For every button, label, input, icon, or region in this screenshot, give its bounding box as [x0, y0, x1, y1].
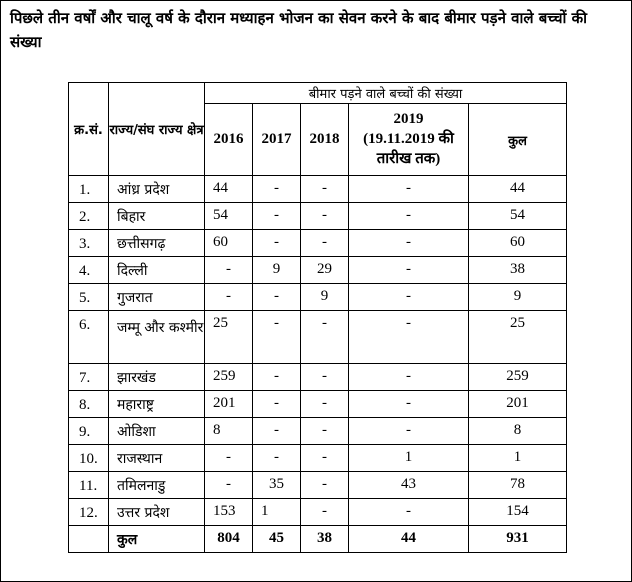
- cell-2017: -: [253, 445, 301, 472]
- cell-total: 154: [469, 499, 567, 526]
- cell-state: महाराष्ट्र: [109, 391, 205, 418]
- cell-2016: -: [205, 284, 253, 311]
- cell-sn: 5.: [69, 284, 109, 311]
- table-row: [69, 203, 567, 230]
- header-group: बीमार पड़ने वाले बच्चों की संख्या: [205, 83, 567, 104]
- cell-total: 44: [469, 176, 567, 203]
- cell-state: झारखंड: [109, 364, 205, 391]
- cell-2018: -: [301, 176, 349, 203]
- cell-total: 259: [469, 364, 567, 391]
- table-row: [69, 311, 567, 364]
- cell-2016: -: [205, 257, 253, 284]
- cell-total: 1: [469, 445, 567, 472]
- cell-sn: 2.: [69, 203, 109, 230]
- cell-sn: 10.: [69, 445, 109, 472]
- cell-state: गुजरात: [109, 284, 205, 311]
- cell-2017: -: [253, 230, 301, 257]
- cell-total: 8: [469, 418, 567, 445]
- cell-sn: 12.: [69, 499, 109, 526]
- cell-2018: -: [301, 311, 349, 364]
- cell-total: 54: [469, 203, 567, 230]
- header-2019-year: 2019: [393, 111, 424, 127]
- cell-2018: 9: [301, 284, 349, 311]
- cell-total: 25: [469, 311, 567, 364]
- cell-sn: 11.: [69, 472, 109, 499]
- cell-2019: -: [349, 391, 469, 418]
- page-title: पिछले तीन वर्षों और चालू वर्ष के दौरान मध्याहन भोजन का सेवन करने के बाद बीमार पड़ने वाले बच्चों की संख्या: [10, 9, 587, 51]
- cell-2018: -: [301, 445, 349, 472]
- cell-2017: -: [253, 391, 301, 418]
- cell-sn: 8.: [69, 391, 109, 418]
- table-row: [69, 364, 567, 391]
- cell-sn: 1.: [69, 176, 109, 203]
- cell-2018: 29: [301, 257, 349, 284]
- header-2016: 2016: [205, 104, 253, 176]
- cell-state: जम्मू और कश्मीर: [109, 311, 205, 364]
- cell-total: 60: [469, 230, 567, 257]
- cell-state: तमिलनाडु: [109, 472, 205, 499]
- cell-2018: -: [301, 230, 349, 257]
- cell-2016: 153: [205, 499, 253, 526]
- cell-2016: 54: [205, 203, 253, 230]
- total-2016: 804: [205, 526, 253, 553]
- cell-2017: 35: [253, 472, 301, 499]
- cell-sn: 9.: [69, 418, 109, 445]
- cell-state: छत्तीसगढ़: [109, 230, 205, 257]
- cell-2019: -: [349, 176, 469, 203]
- cell-state: दिल्ली: [109, 257, 205, 284]
- cell-2016: 8: [205, 418, 253, 445]
- header-sn: क्र.सं.: [69, 83, 109, 176]
- cell-sn: 4.: [69, 257, 109, 284]
- table-row: [69, 284, 567, 311]
- total-label: कुल: [109, 526, 205, 553]
- table-row: [69, 391, 567, 418]
- cell-2018: -: [301, 472, 349, 499]
- cell-2016: -: [205, 445, 253, 472]
- cell-state: उत्तर प्रदेश: [109, 499, 205, 526]
- cell-2017: -: [253, 176, 301, 203]
- header-2019-note: (19.11.2019 की तारीख तक): [363, 131, 454, 167]
- cell-2019: -: [349, 284, 469, 311]
- cell-state: राजस्थान: [109, 445, 205, 472]
- cell-2017: -: [253, 418, 301, 445]
- cell-state: आंध्र प्रदेश: [109, 176, 205, 203]
- cell-2016: 44: [205, 176, 253, 203]
- cell-2019: 1: [349, 445, 469, 472]
- table-row: [69, 445, 567, 472]
- cell-2016: 201: [205, 391, 253, 418]
- cell-2019: -: [349, 203, 469, 230]
- cell-2017: -: [253, 364, 301, 391]
- cell-2018: -: [301, 499, 349, 526]
- cell-2019: -: [349, 230, 469, 257]
- cell-sn: [69, 526, 109, 553]
- total-row: [69, 526, 567, 553]
- cell-state: ओडिशा: [109, 418, 205, 445]
- cell-sn: 3.: [69, 230, 109, 257]
- cell-2018: -: [301, 391, 349, 418]
- table-row: [69, 418, 567, 445]
- cell-2019: -: [349, 364, 469, 391]
- cell-2018: -: [301, 203, 349, 230]
- cell-2019: -: [349, 311, 469, 364]
- total-2019: 44: [349, 526, 469, 553]
- cell-2018: -: [301, 364, 349, 391]
- cell-total: 38: [469, 257, 567, 284]
- cell-2017: 1: [253, 499, 301, 526]
- data-table: [68, 82, 567, 553]
- table-row: [69, 176, 567, 203]
- cell-2019: -: [349, 257, 469, 284]
- cell-total: 9: [469, 284, 567, 311]
- cell-total: 78: [469, 472, 567, 499]
- cell-2019: -: [349, 418, 469, 445]
- cell-2016: 25: [205, 311, 253, 364]
- cell-sn: 7.: [69, 364, 109, 391]
- cell-2016: 259: [205, 364, 253, 391]
- cell-total: 201: [469, 391, 567, 418]
- cell-2017: -: [253, 311, 301, 364]
- cell-2019: -: [349, 499, 469, 526]
- cell-2018: -: [301, 418, 349, 445]
- table-row: [69, 257, 567, 284]
- header-total: कुल: [469, 104, 567, 176]
- cell-2019: 43: [349, 472, 469, 499]
- cell-2016: 60: [205, 230, 253, 257]
- table-row: [69, 472, 567, 499]
- cell-2016: -: [205, 472, 253, 499]
- header-2018: 2018: [301, 104, 349, 176]
- header-2017: 2017: [253, 104, 301, 176]
- header-state: राज्य/संघ राज्य क्षेत्र: [109, 83, 205, 176]
- table-row: [69, 230, 567, 257]
- cell-state: बिहार: [109, 203, 205, 230]
- cell-2017: 9: [253, 257, 301, 284]
- cell-2017: -: [253, 203, 301, 230]
- cell-2017: -: [253, 284, 301, 311]
- cell-sn: 6.: [69, 311, 109, 364]
- table-row: [69, 499, 567, 526]
- total-2017: 45: [253, 526, 301, 553]
- header-2019: [349, 104, 469, 176]
- total-total: 931: [469, 526, 567, 553]
- total-2018: 38: [301, 526, 349, 553]
